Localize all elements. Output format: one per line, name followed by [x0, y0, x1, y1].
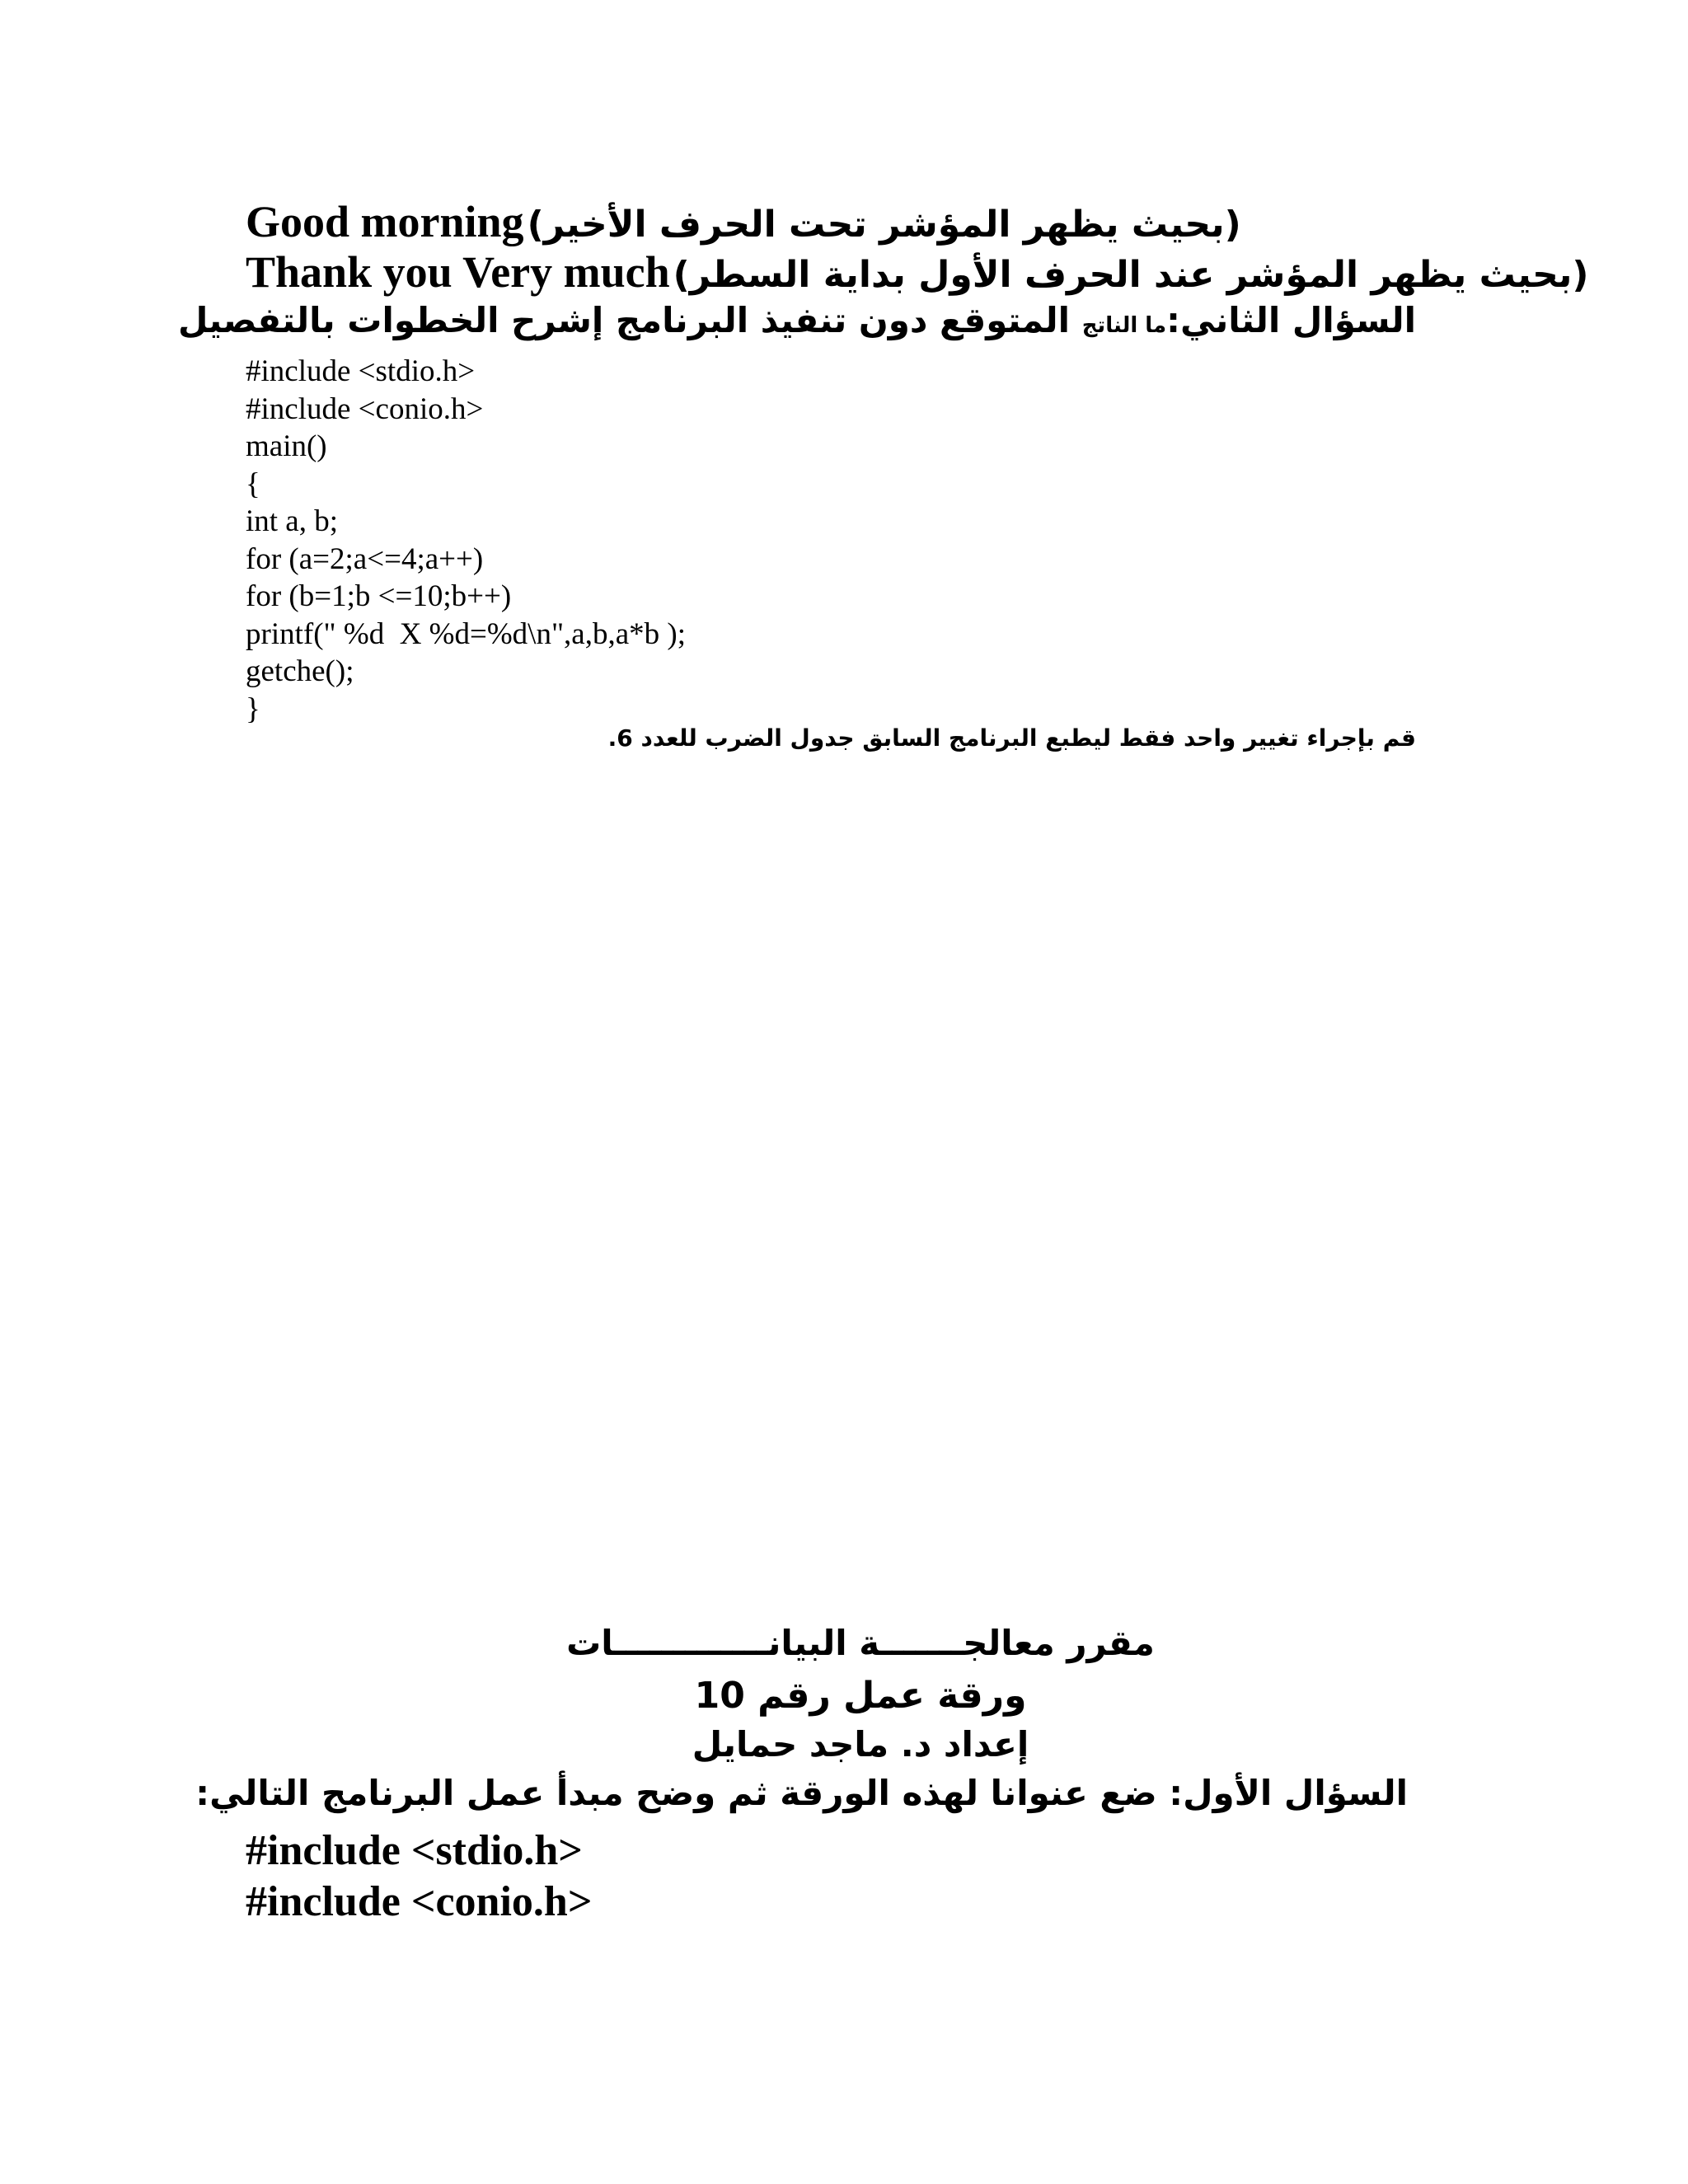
code-line-bold: #include <conio.h>: [246, 1878, 593, 1925]
question-2-label: السؤال الثاني:: [1166, 300, 1416, 340]
code-line: #include <conio.h>: [246, 391, 484, 426]
question-1: السؤال الأول: ضع عنوانا لهذه الورقة ثم وضح مبدأ عمل البرنامج التالي:: [195, 1773, 1408, 1813]
code-line: getche();: [246, 654, 354, 688]
english-text: Thank you Very much: [246, 247, 670, 297]
sheet-title: ورقة عمل رقم 10: [694, 1675, 1027, 1717]
question-2-rest: المتوقع دون تنفيذ البرنامج إشرح الخطوات بالتفصيل: [177, 300, 1082, 340]
course-title: مقرر معالجـــــــة البيانـــــــــــــات: [566, 1623, 1155, 1663]
arabic-note: (بحيث يظهر المؤشر تحت الحرف الأخير): [527, 204, 1241, 246]
code-line: int a, b;: [246, 504, 339, 538]
english-text: Good morning: [246, 197, 524, 246]
question-2-small: ما الناتج: [1081, 313, 1167, 338]
code-line: for (a=2;a<=4;a++): [246, 541, 484, 576]
author-line: إعداد د. ماجد حمايل: [692, 1724, 1029, 1765]
code-line: }: [246, 691, 260, 726]
code-block: [246, 353, 686, 728]
code-line: {: [246, 466, 260, 501]
code-line-bold: #include <stdio.h>: [246, 1827, 583, 1874]
question-2: [177, 300, 1416, 340]
output-line-thank-you: [246, 247, 1589, 297]
code-line: printf(" %d X %d=%d\n",a,b,a*b );: [246, 616, 687, 651]
arabic-note: (بحيث يظهر المؤشر عند الحرف الأول بداية السطر): [673, 254, 1589, 296]
code-line: for (b=1;b <=10;b++): [246, 579, 512, 613]
code-line: main(): [246, 429, 327, 463]
instruction-text: قم بإجراء تغيير واحد فقط ليطبع البرنامج السابق جدول الضرب للعدد 6.: [607, 724, 1416, 752]
output-line-good-morning: [246, 199, 1241, 244]
code-line: #include <stdio.h>: [246, 354, 476, 388]
